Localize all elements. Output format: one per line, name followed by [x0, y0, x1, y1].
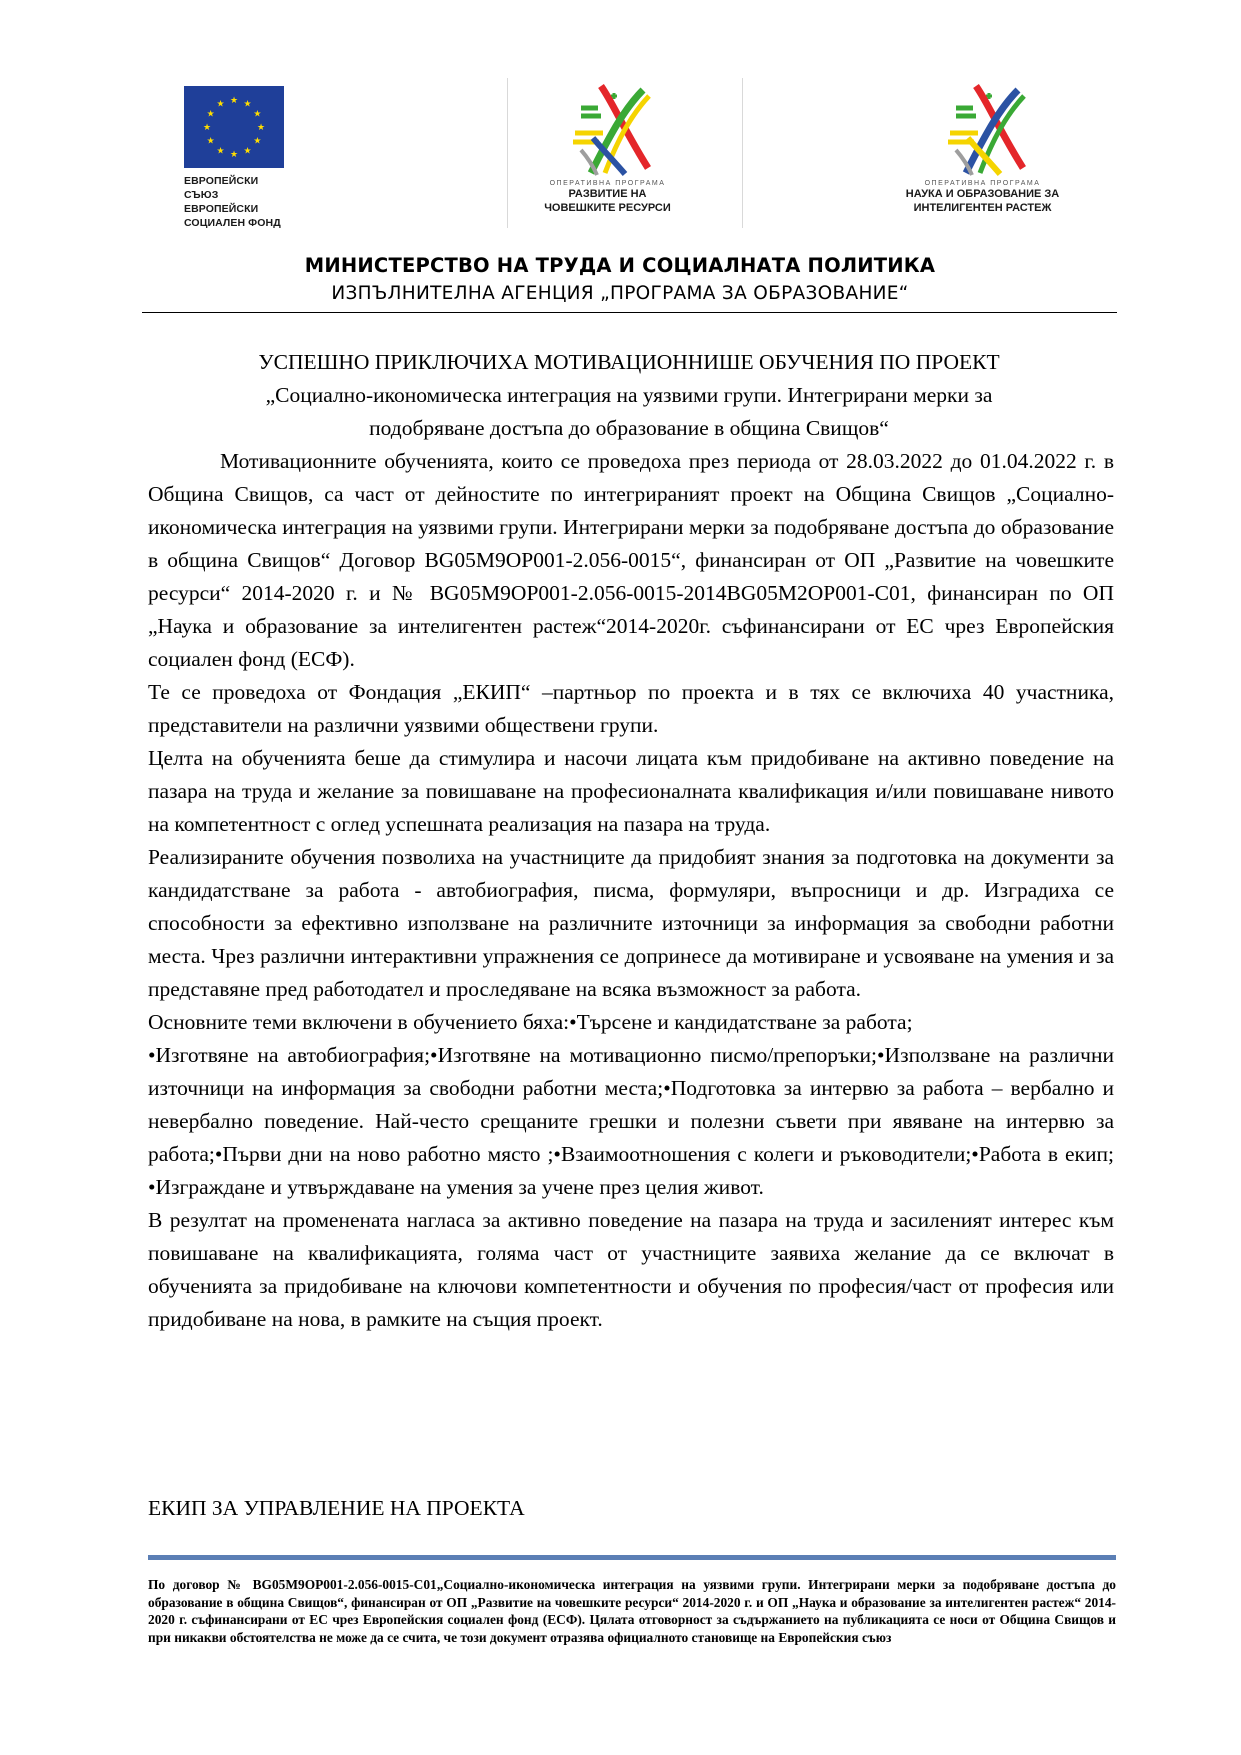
footer-divider — [148, 1555, 1116, 1560]
op-hrd-logo — [515, 78, 700, 215]
body-paragraph: Те се проведоха от Фондация „ЕКИП“ –партньор по проекта и в тях се включиха 40 участника, представители на различни уязвими обществени групи. — [148, 680, 1114, 737]
logo-divider — [742, 78, 743, 228]
op-sesg-name-line: ИНТЕЛИГЕНТЕН РАСТЕЖ — [913, 202, 1052, 214]
eu-star-icon: ★ — [253, 135, 262, 146]
eu-star-icon: ★ — [216, 145, 225, 156]
title-line: подобряване достъпа до образование в община Свищов“ — [369, 416, 889, 440]
op-hrd-name-line: РАЗВИТИЕ НА — [568, 188, 647, 200]
body-paragraph: В резултат на променената нагласа за активно поведение на пазара на труда и засиленият интерес към повишаване на квалификацията, голяма част от участниците заявиха желание да се включат в обученията за придобиване на ключови компетентности и обучения по професия/част от професия или придобиване на нова, в рамките на същия проект. — [148, 1208, 1114, 1331]
eu-star-icon: ★ — [256, 122, 266, 132]
agency-heading: ИЗПЪЛНИТЕЛНА АГЕНЦИЯ „ПРОГРАМА ЗА ОБРАЗОВАНИЕ“ — [331, 283, 909, 304]
footer-disclaimer: По договор № BG05M9OP001-2.056-0015-C01„Социално-икономическа интеграция на уязвими групи. Интегрирани мерки за подобряване достъпа до образование в община Свищов“, финансиран от ОП „Развитие на човешките ресурси“ 2014-2020 г. и ОП „Наука и образование за интелигентен растеж“ 2014-2020 г. съфинансирани от ЕС чрез Европейския социален фонд (ЕСФ). Цялата отговорност за съдържанието на публикацията се носи от Община Свищов и при никакви обстоятелства не може да се счита, че този документ отразява официалното становище на Европейския съюз — [148, 1577, 1116, 1645]
body-paragraph: •Изготвяне на автобиография;•Изготвяне на мотивационно писмо/препоръки;•Използване на различни източници на информация за свободни работни места;•Подготовка за интервю за работа – вербално и невербално поведение. Най-често срещаните грешки и полезни съвети при явяване на интервю за работа;•Първи дни на ново работно място ;•Взаимоотношения с колеги и ръководители;•Работа в екип; •Изграждане и утвърждаване на умения за учене през целия живот. — [148, 1043, 1114, 1199]
document-title — [148, 346, 1110, 445]
title-line: „Социално-икономическа интеграция на уязвими групи. Интегрирани мерки за — [265, 383, 993, 407]
op-cross-mark-icon — [938, 78, 1028, 178]
eu-star-icon: ★ — [216, 98, 225, 109]
eu-star-icon: ★ — [206, 135, 215, 146]
op-sesg-name-line: НАУКА И ОБРАЗОВАНИЕ ЗА — [905, 188, 1060, 200]
body-paragraph: Целта на обученията беше да стимулира и насочи лицата към придобиване на активно поведение на пазара на труда и желание за повишаване на професионалната квалификация и/или повишаване нивото на компетентност с оглед успешната реализация на пазара на труда. — [148, 746, 1114, 836]
op-sesg-program-label: ОПЕРАТИВНА ПРОГРАМА — [924, 180, 1041, 187]
eu-star-icon: ★ — [243, 98, 252, 109]
ministry-heading: МИНИСТЕРСТВО НА ТРУДА И СОЦИАЛНАТА ПОЛИТИКА — [304, 254, 936, 277]
eu-logo-caption — [184, 174, 294, 230]
eu-caption-line: ЕВРОПЕЙСКИ — [184, 203, 259, 215]
op-hrd-name-line: ЧОВЕШКИТЕ РЕСУРСИ — [544, 202, 671, 214]
body-paragraph: Основните теми включени в обучението бяха:•Търсене и кандидатстване за работа; — [148, 1010, 913, 1034]
eu-caption-line: ЕВРОПЕЙСКИ СЪЮЗ — [184, 175, 259, 201]
eu-caption-line: СОЦИАЛЕН ФОНД — [184, 217, 281, 229]
eu-star-icon: ★ — [243, 145, 252, 156]
eu-social-fund-logo — [184, 86, 294, 230]
eu-flag-icon — [184, 86, 284, 168]
logo-divider — [507, 78, 508, 228]
eu-star-icon: ★ — [253, 108, 262, 119]
body-paragraph: Реализираните обучения позволиха на участниците да придобият знания за подготовка на документи за кандидатстване за работа - автобиография, писма, формуляри, въпросници и др. Изградиха се способности за ефективно използване на различните източници за информация за свободни работни места. Чрез различни интерактивни упражнения се допринесе да мотивиране и усвояване на умения и за представяне пред работодател и проследяване на всяка възможност за работа. — [148, 845, 1114, 1001]
eu-star-icon: ★ — [206, 108, 215, 119]
eu-star-icon: ★ — [229, 95, 239, 105]
body-paragraph: Мотивационните обученията, които се проведоха през периода от 28.03.2022 до 01.04.2022 г. в Община Свищов, са част от дейностите по интегрираният проект на Община Свищов „Социално-икономическа интеграция на уязвими групи. Интегрирани мерки за подобряване достъпа до образование в община Свищов“ Договор BG05M9OP001-2.056-0015“, финансиран от ОП „Развитие на човешките ресурси“ 2014-2020 г. и № BG05M9OP001-2.056-0015-2014BG05M2OP001-C01, финансиран по ОП „Наука и образование за интелигентен растеж“2014-2020г. съфинансирани от ЕС чрез Европейския социален фонд (ЕСФ). — [148, 449, 1114, 671]
signature-line: ЕКИП ЗА УПРАВЛЕНИЕ НА ПРОЕКТА — [148, 1496, 525, 1520]
header-divider — [142, 312, 1117, 313]
eu-star-icon: ★ — [229, 149, 239, 159]
op-cross-mark-icon — [563, 78, 653, 178]
op-sesg-logo — [890, 78, 1075, 215]
document-body — [148, 445, 1114, 1336]
eu-star-icon: ★ — [202, 122, 212, 132]
title-line: УСПЕШНО ПРИКЛЮЧИХА МОТИВАЦИОННИШЕ ОБУЧЕНИЯ ПО ПРОЕКТ — [258, 350, 1000, 374]
op-hrd-program-label: ОПЕРАТИВНА ПРОГРАМА — [549, 180, 666, 187]
